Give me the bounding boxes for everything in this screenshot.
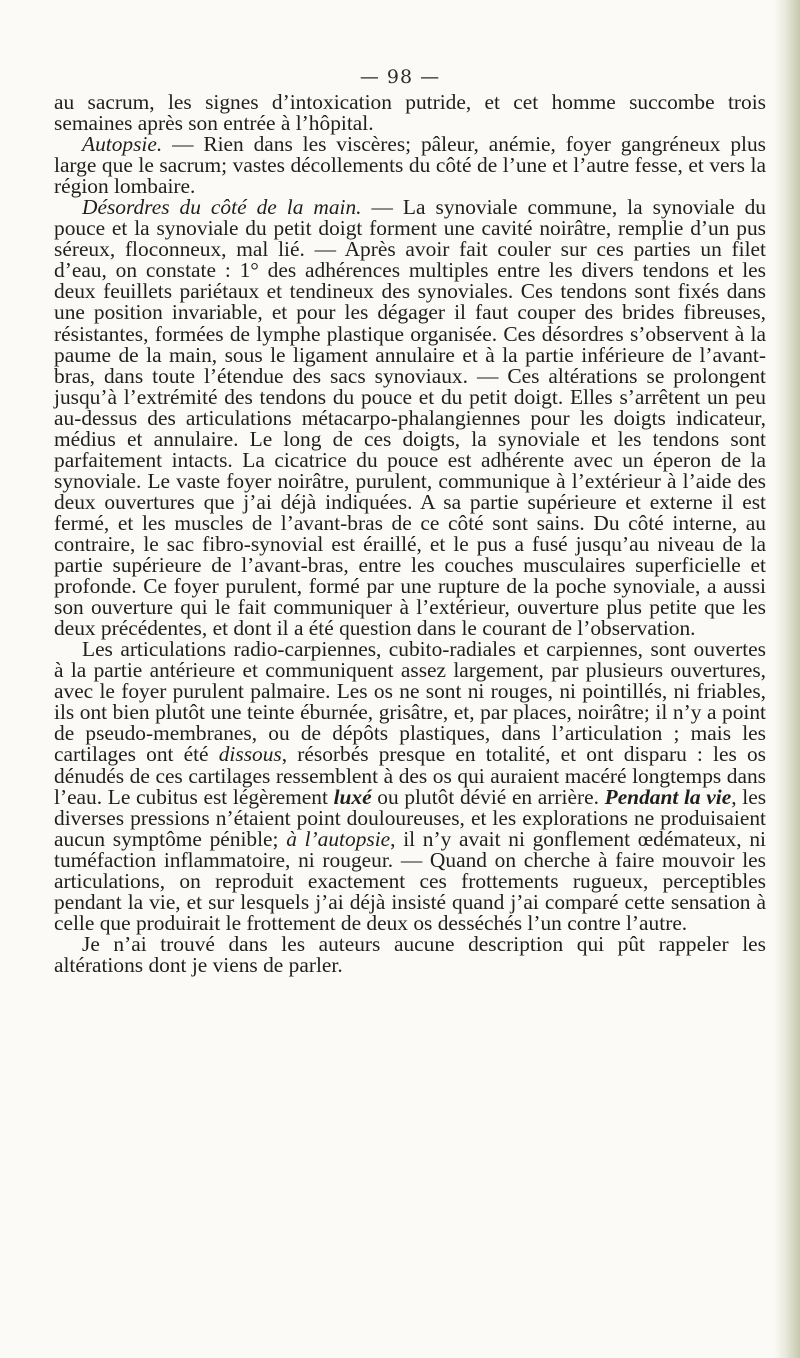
emphasis-luxe: luxé [333,784,372,809]
section-lead-autopsie: Autopsie. [82,132,163,157]
body-text [54,92,766,976]
paragraph-continuation: au sacrum, les signes d’intoxication putride, et cet homme succombe trois semaines après son entrée à l’hôpital. [54,90,766,136]
articulations-text-a: Les articulations radio-carpiennes, cubito-radiales et carpiennes, sont ouvertes à la partie antérieure et communiquent assez largement, par plusieurs ouvertures, avec le foyer purulent palmaire. Les os ne sont ni rouges, ni pointillés, ni friables, ils ont bien plutôt une teinte éburnée, grisâtre, et, par places, noirâtre; il n’y a point de pseudo-membranes, ou de dépôts plastiques, dans l’articulation ; mais les cartilages ont été [54,637,766,767]
paragraph-autopsie [54,134,766,197]
emphasis-pendant-la-vie: Pendant la vie [604,784,732,809]
emphasis-a-l-autopsie: à l’autopsie [286,826,391,851]
articulations-text-d: , les diverses pressions n’étaient point douloureuses, et les explorations ne produisaient aucun symptôme pénible; [54,784,767,851]
articulations-text-b: , résorbés presque en totalité, et ont disparu : les os dénudés de ces cartilages ressemblent à des os qui auraient macéré longtemps dans l’eau. Le cubitus est légèrement [54,742,766,809]
articulations-text-e: , il n’y avait ni gonflement œdémateux, ni tuméfaction inflammatoire, ni rougeur. — Quand on cherche à faire mouvoir les articulations, on reproduit exactement ces frottements rugueux, perceptibles pendant la vie, et sur lesquels j’ai déjà insisté quand j’ai comparé cette sensation à celle que produirait le frottement de deux os desséchés l’un contre l’autre. [54,826,766,935]
section-lead-desordres: Désordres du côté de la main. [82,195,362,220]
paragraph-desordres-text: — La synoviale commune, la synoviale du pouce et la synoviale du petit doigt forment une cavité noirâtre, remplie d’un pus séreux, floconneux, mal lié. — Après avoir fait couler sur ces parties un filet d’eau, on constate : 1° des adhérences multiples entre les divers tendons et les deux feuillets pariétaux et tendineux des synoviales. Ces tendons sont fixés dans une position invariable, et pour les dégager il faut couper des brides fibreuses, résistantes, formées de lymphe plastique organisée. Ces désordres s’observent à la paume de la main, sous le ligament annulaire et à la partie inférieure de l’avant-bras, dans toute l’étendue des sacs synoviaux. — Ces altérations se prolongent jusqu’à l’extrémité des tendons du pouce et du petit doigt. Elles s’arrêtent un peu au-dessus des articulations métacarpo-phalangiennes pour les doigts indicateur, médius et annulaire. Le long de ces doigts, la synoviale et les tendons sont parfaitement intacts. La cicatrice du pouce est adhérente avec un éperon de la synoviale. Le vaste foyer noirâtre, purulent, communique à l’extérieur à l’aide des deux ouvertures que j’ai déjà indiquées. A sa partie supérieure et externe il est fermé, et les muscles de l’avant-bras de ce côté sont sains. Du côté interne, au contraire, le sac fibro-synovial est éraillé, et le pus a fusé jusqu’au niveau de la partie supérieure de l’avant-bras, entre les couches musculaires superficielle et profonde. Ce foyer purulent, formé par une rupture de la poche synoviale, a aussi son ouverture qui le fait communiquer à l’extérieur, ouverture plus petite que les deux précédentes, et dont il a été question dans le courant de l’observation. [54,195,766,641]
page-number: — 98 — [359,66,441,88]
page-edge-shadow [774,0,800,1358]
articulations-text-c: ou plutôt dévié en arrière. [371,784,605,809]
paragraph-articulations [54,639,766,934]
paragraph-desordres [54,197,766,639]
paragraph-conclusion: Je n’ai trouvé dans les auteurs aucune description qui pût rappeler les altérations dont je viens de parler. [54,931,766,977]
emphasis-dissous: dissous [218,742,282,767]
paragraph-autopsie-text: — Rien dans les viscères; pâleur, anémie, foyer gangréneux plus large que le sacrum; vastes décollements du côté de l’une et l’autre fesse, et vers la région lombaire. [54,132,766,199]
